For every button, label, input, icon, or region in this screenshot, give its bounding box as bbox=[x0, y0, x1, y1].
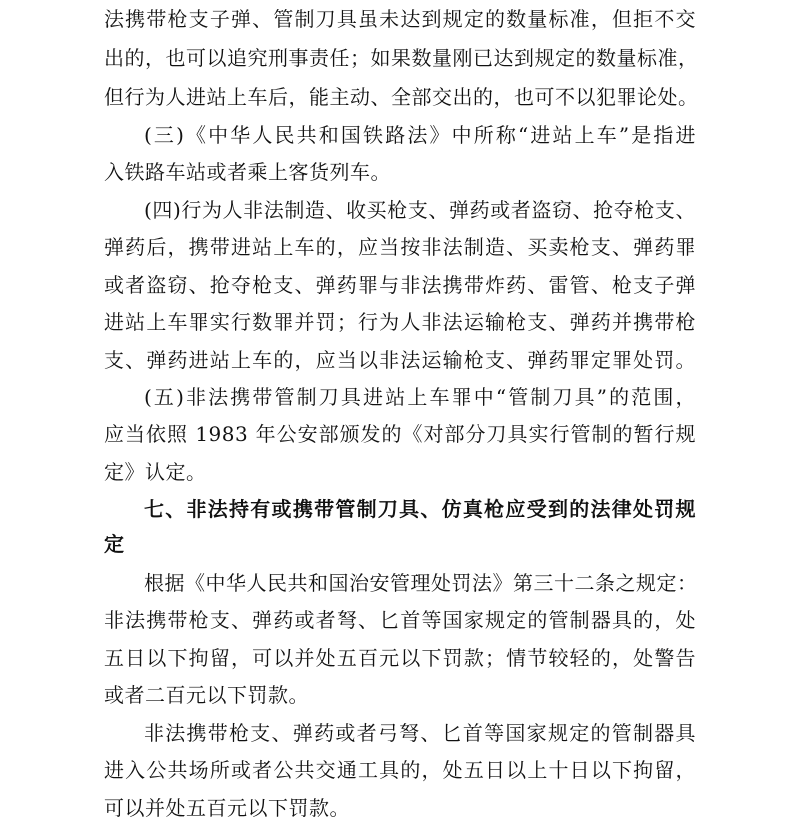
text-line: (三)《中华人民共和国铁路法》中所称“进站上车”是指进 bbox=[144, 123, 696, 147]
text-line: 可以并处五百元以下罚款。 bbox=[104, 796, 350, 820]
text-line: (五)非法携带管制刀具进站上车罪中“管制刀具”的范围， bbox=[144, 385, 696, 409]
text-line: 非法携带枪支、弹药或者弓弩、匕首等国家规定的管制器具 bbox=[144, 721, 696, 745]
text-line: 或者二百元以下罚款。 bbox=[104, 683, 309, 707]
section-heading-continuation: 定 bbox=[104, 532, 125, 556]
text-line: 五日以下拘留，可以并处五百元以下罚款；情节较轻的，处警告 bbox=[104, 646, 696, 670]
text-line: 根据《中华人民共和国治安管理处罚法》第三十二条之规定： bbox=[144, 571, 698, 595]
text-line: 但行为人进站上车后，能主动、全部交出的，也可不以犯罪论处。 bbox=[104, 85, 699, 109]
text-line: 支、弹药进站上车的，应当以非法运输枪支、弹药罪定罪处罚。 bbox=[104, 348, 696, 372]
section-heading: 七、非法持有或携带管制刀具、仿真枪应受到的法律处罚规 bbox=[144, 497, 696, 521]
text-line: (四)行为人非法制造、收买枪支、弹药或者盗窃、抢夺枪支、 bbox=[144, 198, 696, 222]
text-line: 定》认定。 bbox=[104, 460, 207, 484]
text-line: 出的，也可以追究刑事责任；如果数量刚已达到规定的数量标准， bbox=[104, 46, 699, 70]
text-line: 入铁路车站或者乘上客货列车。 bbox=[104, 160, 391, 184]
text-line: 进入公共场所或者公共交通工具的，处五日以上十日以下拘留， bbox=[104, 758, 696, 782]
text-line: 或者盗窃、抢夺枪支、弹药罪与非法携带炸药、雷管、枪支子弹 bbox=[104, 273, 696, 297]
text-line: 非法携带枪支、弹药或者弩、匕首等国家规定的管制器具的，处 bbox=[104, 608, 696, 632]
text-line: 弹药后，携带进站上车的，应当按非法制造、买卖枪支、弹药罪 bbox=[104, 235, 696, 259]
text-line: 进站上车罪实行数罪并罚；行为人非法运输枪支、弹药并携带枪 bbox=[104, 310, 696, 334]
text-line: 应当依照 1983 年公安部颁发的《对部分刀具实行管制的暂行规 bbox=[104, 422, 696, 446]
text-line: 法携带枪支子弹、管制刀具虽未达到规定的数量标准，但拒不交 bbox=[104, 7, 696, 31]
